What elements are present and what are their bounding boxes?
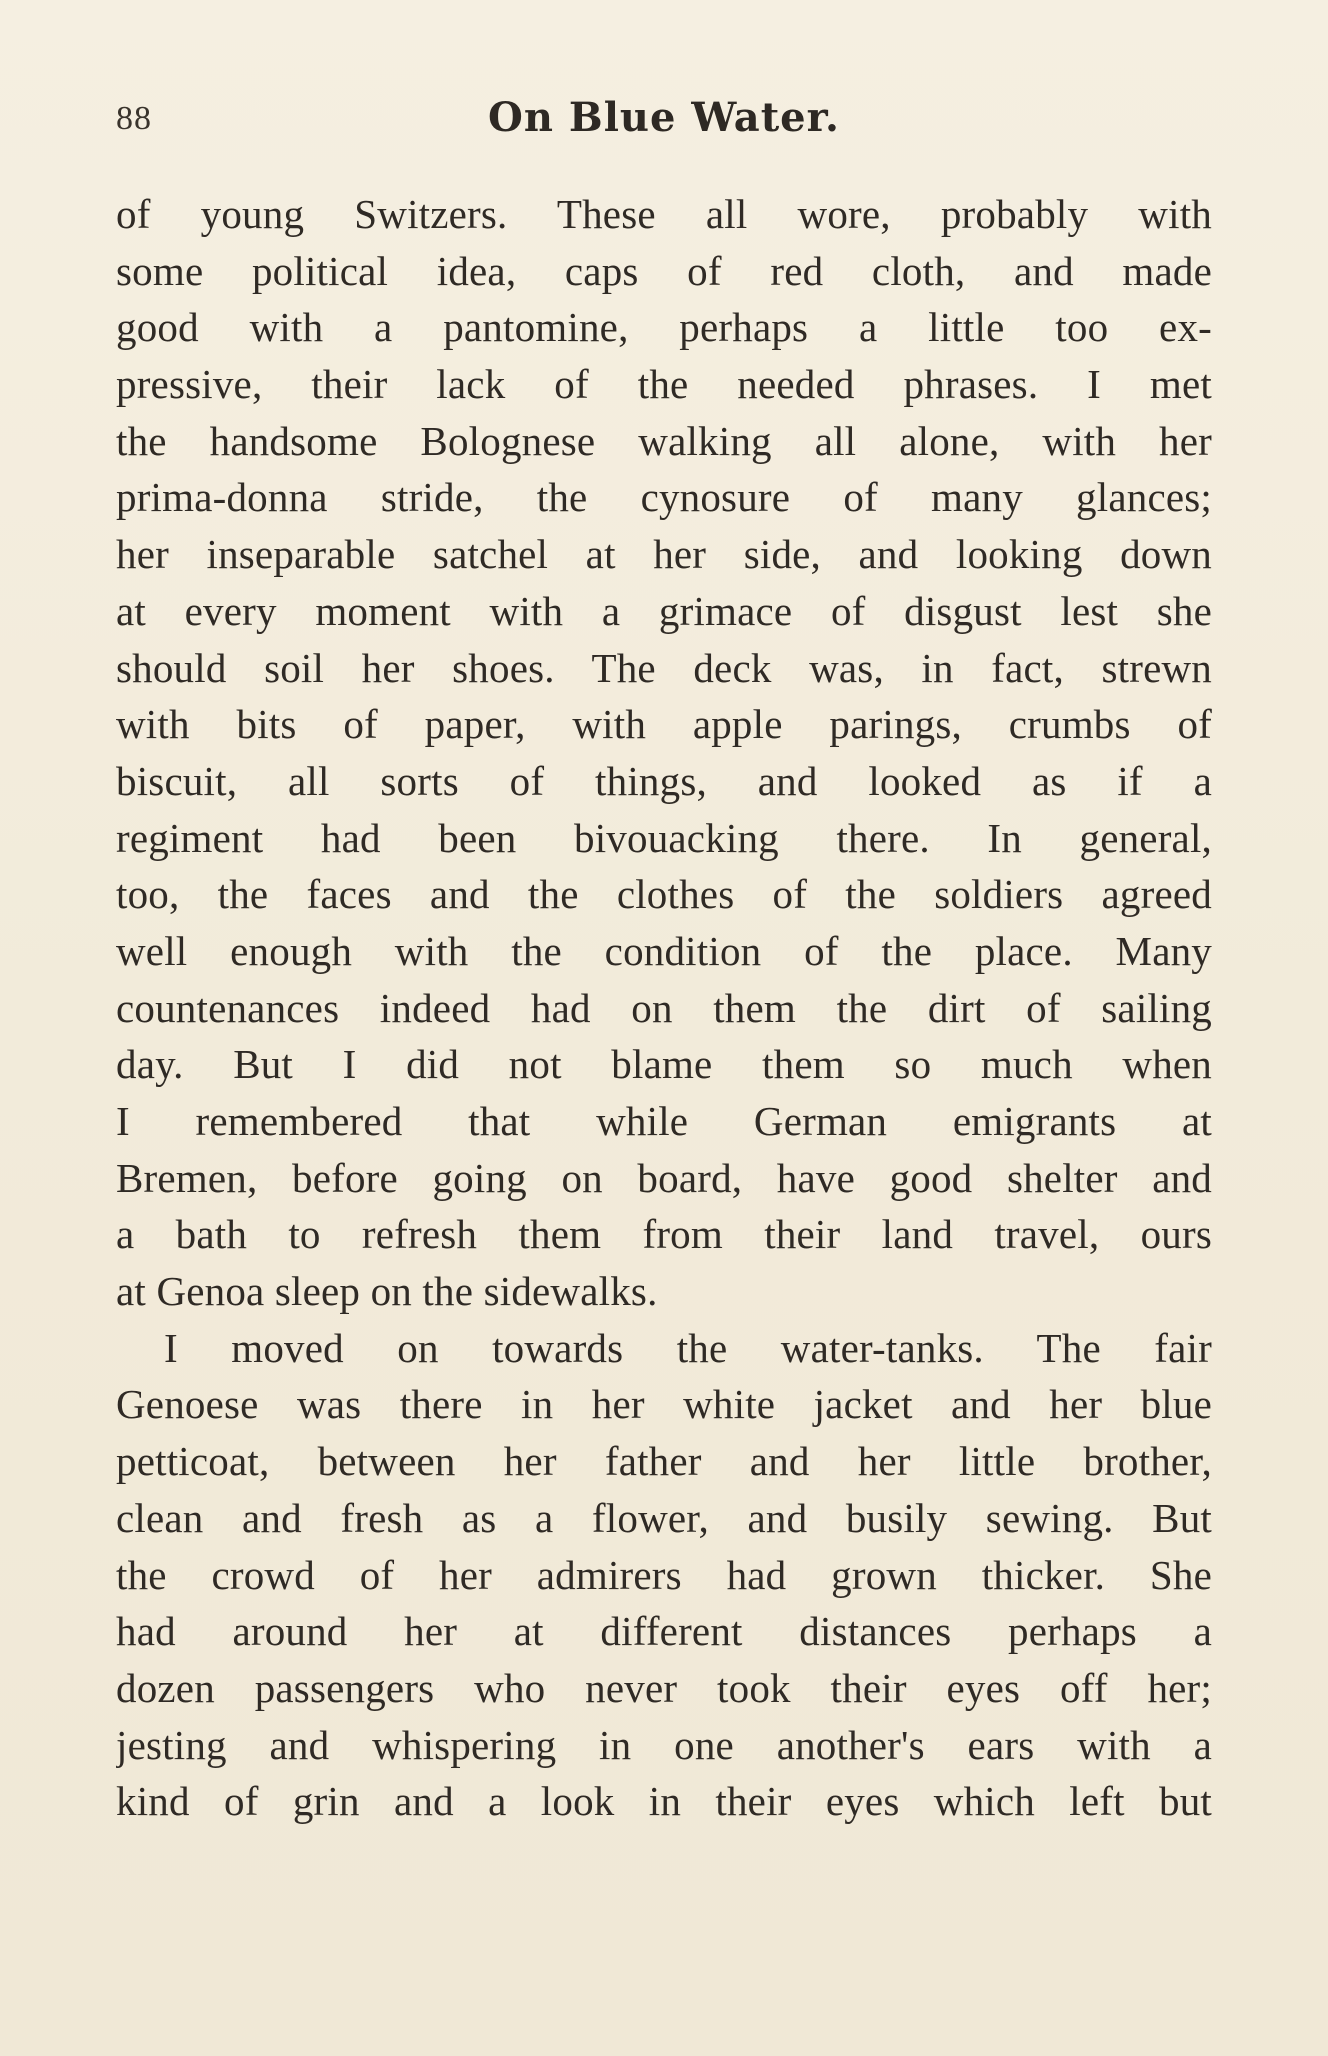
text-line: countenances indeed had on them the dirt of sailing bbox=[116, 984, 1212, 1031]
text-line: well enough with the condition of the place. Many bbox=[116, 927, 1212, 974]
text-line: the handsome Bolognese walking all alone, with her bbox=[116, 417, 1212, 464]
page-header bbox=[116, 94, 1212, 150]
text-line: good with a pantomine, perhaps a little too ex- bbox=[116, 304, 1212, 351]
text-line: regiment had been bivouacking there. In general, bbox=[116, 814, 1212, 861]
text-line: a bath to refresh them from their land travel, ours bbox=[116, 1211, 1212, 1258]
text-line: Bremen, before going on board, have good shelter and bbox=[116, 1154, 1212, 1201]
body-text bbox=[116, 186, 1212, 1830]
text-line: with bits of paper, with apple parings, crumbs of bbox=[116, 701, 1212, 748]
text-line: of young Switzers. These all wore, probably with bbox=[116, 191, 1212, 237]
text-line: her inseparable satchel at her side, and looking down bbox=[116, 531, 1212, 578]
page-number: 88 bbox=[116, 100, 152, 137]
text-line: had around her at different distances perhaps a bbox=[116, 1608, 1212, 1655]
text-line: too, the faces and the clothes of the soldiers agreed bbox=[116, 871, 1212, 918]
text-line: prima-donna stride, the cynosure of many glances; bbox=[116, 474, 1212, 521]
text-line: day. But I did not blame them so much when bbox=[116, 1041, 1212, 1088]
text-line: at every moment with a grimace of disgust lest she bbox=[116, 587, 1212, 634]
running-head: On Blue Water. bbox=[488, 94, 840, 141]
text-line: clean and fresh as a flower, and busily sewing. But bbox=[116, 1494, 1212, 1541]
text-line: kind of grin and a look in their eyes which left but bbox=[116, 1778, 1212, 1825]
text-line: the crowd of her admirers had grown thicker. She bbox=[116, 1551, 1212, 1598]
text-line: biscuit, all sorts of things, and looked as if a bbox=[116, 757, 1212, 804]
text-line: I remembered that while German emigrants at bbox=[116, 1098, 1212, 1144]
paragraph-start-line: I moved on towards the water-tanks. The fair bbox=[164, 1324, 1212, 1371]
text-line: jesting and whispering in one another's ears with a bbox=[116, 1721, 1212, 1768]
text-line: pressive, their lack of the needed phrases. I met bbox=[116, 361, 1212, 408]
text-line: should soil her shoes. The deck was, in fact, strewn bbox=[116, 644, 1212, 691]
text-line: some political idea, caps of red cloth, and made bbox=[116, 247, 1212, 294]
text-line: Genoese was there in her white jacket and her blue bbox=[116, 1381, 1212, 1428]
paragraph-end-line: at Genoa sleep on the sidewalks. bbox=[116, 1268, 658, 1315]
text-line: petticoat, between her father and her little brother, bbox=[116, 1438, 1212, 1485]
text-line: dozen passengers who never took their eyes off her; bbox=[116, 1664, 1212, 1711]
